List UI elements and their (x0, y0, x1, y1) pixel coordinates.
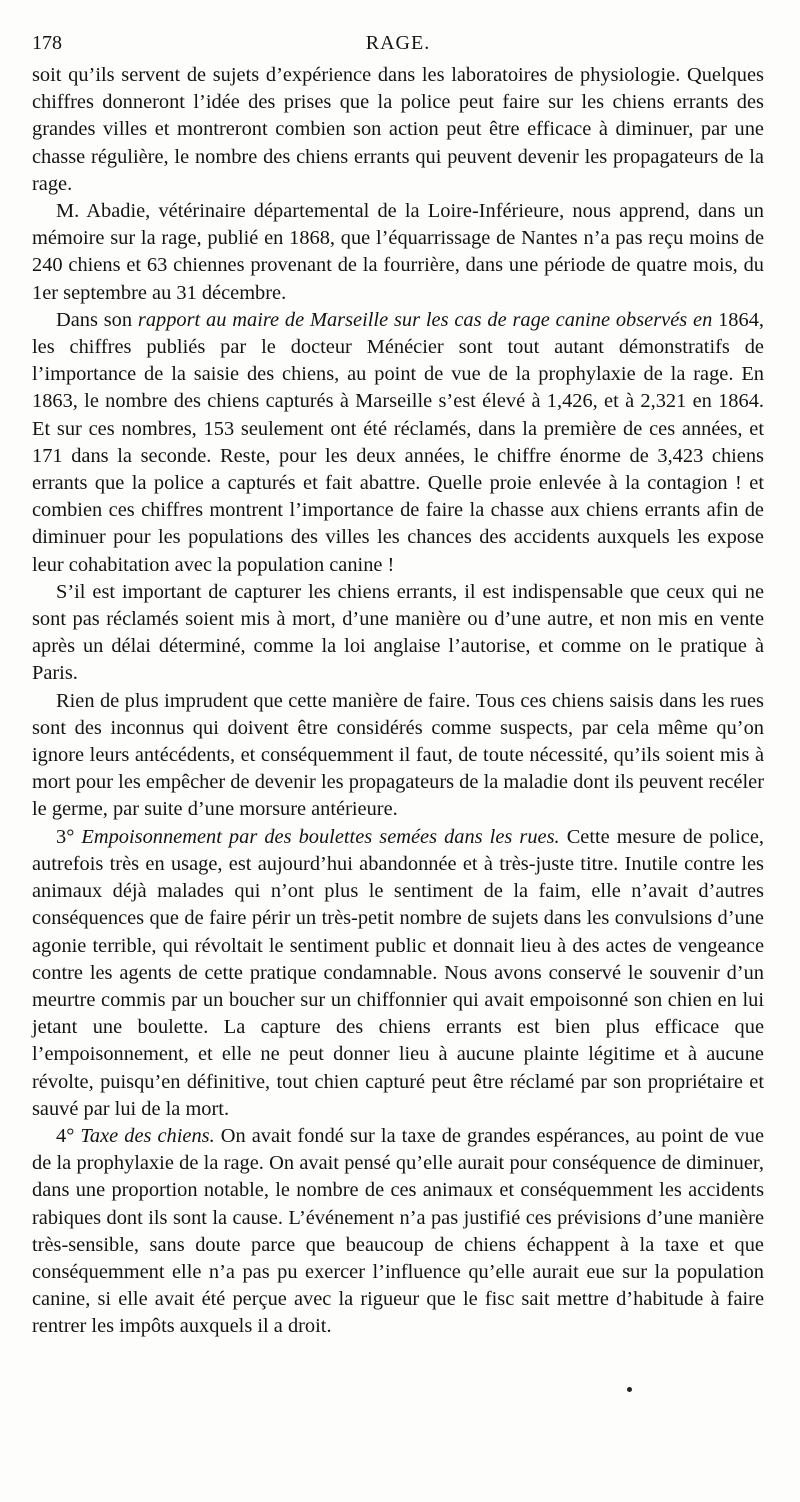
paragraph-3 (32, 307, 764, 579)
paragraph-lead: 3° (56, 825, 82, 848)
paragraph-text: M. Abadie, vétérinaire départemental de la Loire-Inférieure, nous apprend, dans un mémoire sur la rage, publié en 1868, que l’équarrissage de Nantes n’a pas reçu moins de 240 chiens et 63 chiennes provenant de la fourrière, dans une période de quatre mois, du 1er septembre au 31 décembre. (32, 200, 764, 304)
paragraph-6 (32, 824, 764, 1123)
paragraph-lead: 4° (56, 1124, 81, 1147)
paragraph-text: S’il est important de capturer les chiens errants, il est indispensable que ceux qui ne sont pas réclamés soient mis à mort, d’une manière ou d’une autre, et non mis en vente après un délai déterminé, comme la loi anglaise l’autorise, et comme on le pratique à Paris. (32, 580, 764, 685)
paragraph-5 (32, 688, 764, 824)
paragraph-text: Rien de plus imprudent que cette manière de faire. Tous ces chiens saisis dans les rues sont des inconnus qui doivent être considérés comme suspects, par cela même qu’on ignore leurs antécédents, et conséquemment il faut, de toute nécessité, qu’ils soient mis à mort pour les empêcher de devenir les propagateurs de la maladie dont ils peuvent recéler le germe, par suite d’une morsure antérieure. (32, 689, 764, 821)
paragraph-4 (32, 579, 764, 688)
paragraph-italic-title: rapport au maire de Marseille sur les cas de rage canine observés en (137, 308, 713, 331)
paragraph-2 (32, 198, 764, 307)
paragraph-text: soit qu’ils servent de sujets d’expérience dans les laboratoires de physiologie. Quelques chiffres donneront l’idée des prises que la police peut faire sur les chiens errants des grandes villes et montreront combien son action peut être efficace à diminuer, par une chasse régulière, le nombre des chiens errants qui peuvent devenir les propagateurs de la rage. (32, 64, 764, 195)
paragraph-italic-title: Empoisonnement par des boulettes semées dans les rues. (81, 825, 560, 848)
paragraph-text: On avait fondé sur la taxe de grandes espérances, au point de vue de la prophylaxie de la rage. On avait pensé qu’elle aurait pour conséquence de diminuer, dans une proportion notable, le nombre de ces animaux et conséquemment les accidents rabiques dont ils sont la cause. L’événement n’a pas justifié ces prévisions d’une manière très-sensible, sans doute parce que beaucoup de chiens échappent à la taxe et que conséquemment elle n’a pas pu exercer l’influence qu’elle aurait eue sur la population canine, si elle avait été perçue avec la rigueur que le fisc sait mettre d’habitude à faire rentrer les impôts auxquels il a droit. (32, 1124, 764, 1338)
running-title: RAGE. (365, 32, 431, 54)
paragraph-text: 1864, les chiffres publiés par le docteur Ménécier sont tout autant démonstratifs de l’importance de la saisie des chiens, au point de vue de la prophylaxie de la rage. En 1863, le nombre des chiens capturés à Marseille s’est élevé à 1,426, et à 2,321 en 1864. Et sur ces nombres, 153 seulement ont été réclamés, dans la première de ces années, et 171 dans la seconde. Reste, pour les deux années, le chiffre énorme de 3,423 chiens errants que la police a capturés et fait abattre. Quelle proie enlevée à la contagion ! et combien ces chiffres montrent l’importance de faire la chasse aux chiens errants afin de diminuer pour les populations des villes les chances des accidents auxquels les expose leur cohabitation avec la population canine ! (32, 308, 764, 576)
paragraph-text: Cette mesure de police, autrefois très en usage, est aujourd’hui abandonnée et à très-juste titre. Inutile contre les animaux déjà malades qui n’ont plus le sentiment de la faim, elle n’avait d’autres conséquences que de faire périr un très-petit nombre de sujets dans les convulsions d’une agonie terrible, qui révoltait le sentiment public et donnait lieu à des actes de vengeance contre les agents de cette pratique condamnable. Nous avons conservé le souvenir d’un meurtre commis par un boucher sur un chiffonnier qui avait empoisonné son chien en lui jetant une boulette. La capture des chiens errants est bien plus efficace que l’empoisonnement, et elle ne peut donner lieu à aucune plainte légitime et à aucune révolte, puisqu’en définitive, tout chien capturé peut être réclamé par son propriétaire et sauvé par lui de la mort. (32, 825, 764, 1120)
paragraph-lead: Dans son (56, 308, 138, 331)
paragraph-7 (32, 1123, 764, 1341)
print-speck (627, 1387, 632, 1392)
paragraph-italic-title: Taxe des chiens. (80, 1124, 215, 1147)
body-text (32, 62, 764, 1341)
paragraph-1 (32, 62, 764, 198)
page-header (32, 32, 764, 62)
page-number: 178 (32, 32, 62, 54)
